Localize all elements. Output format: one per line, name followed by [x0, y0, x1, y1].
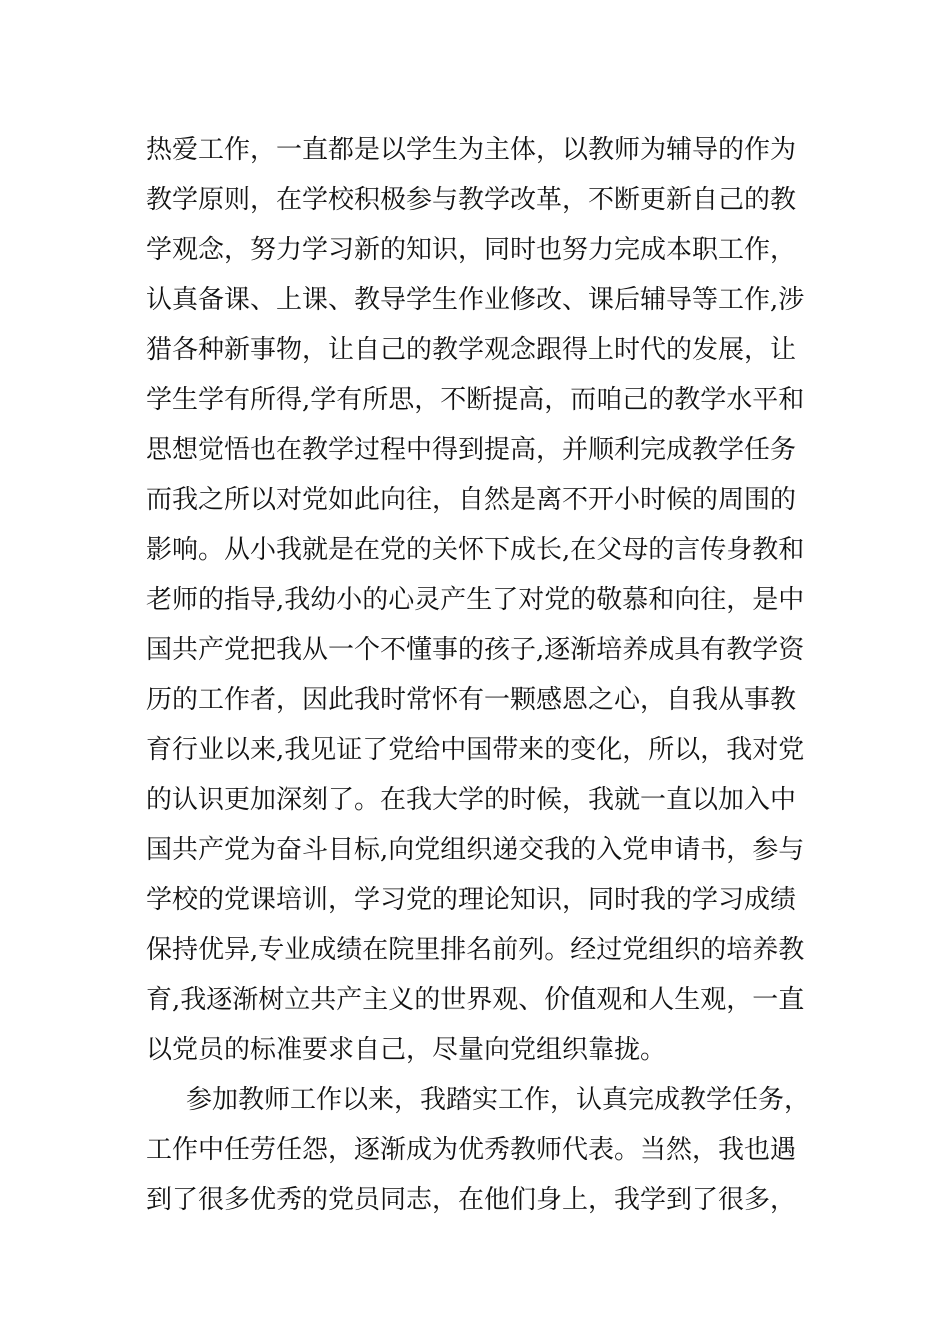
text-line: 育行业以来,我见证了党给中国带来的变化，所以，我对党: [146, 735, 805, 765]
text-line: 而我之所以对党如此向往，自然是离不开小时候的周围的: [146, 485, 797, 515]
text-line: 国共产党为奋斗目标,向党组织递交我的入党申请书，参与: [146, 835, 805, 865]
text-line: 学校的党课培训，学习党的理论知识，同时我的学习成绩: [146, 885, 797, 915]
text-line: 参加教师工作以来，我踏实工作，认真完成教学任务，: [186, 1085, 811, 1115]
text-line: 影响。从小我就是在党的关怀下成长,在父母的言传身教和: [146, 535, 805, 565]
text-line: 学生学有所得,学有所思，不断提高，而咱己的教学水平和: [146, 385, 805, 415]
text-line: 猎各种新事物，让自己的教学观念跟得上时代的发展，让: [146, 335, 797, 365]
text-line: 历的工作者，因此我时常怀有一颗感恩之心，自我从事教: [146, 685, 797, 715]
text-line: 国共产党把我从一个不懂事的孩子,逐渐培养成具有教学资: [146, 635, 805, 665]
text-line: 到了很多优秀的党员同志，在他们身上，我学到了很多，: [146, 1185, 797, 1215]
text-line: 教学原则，在学校积极参与教学改革，不断更新自己的教: [146, 185, 797, 215]
text-line: 热爱工作，一直都是以学生为主体，以教师为辅导的作为: [146, 135, 797, 165]
text-line: 育,我逐渐树立共产主义的世界观、价值观和人生观，一直: [146, 985, 805, 1015]
text-line: 老师的指导,我幼小的心灵产生了对党的敬慕和向往，是中: [146, 585, 805, 615]
text-line: 的认识更加深刻了。在我大学的时候，我就一直以加入中: [146, 785, 797, 815]
text-line: 以党员的标准要求自己，尽量向党组织靠拢。: [146, 1035, 667, 1065]
text-line: 工作中任劳任怨，逐渐成为优秀教师代表。当然，我也遇: [146, 1135, 797, 1165]
text-line: 认真备课、上课、教导学生作业修改、课后辅导等工作,涉: [146, 285, 805, 315]
text-line: 思想觉悟也在教学过程中得到提高，并顺利完成教学任务: [146, 435, 797, 465]
text-line: 保持优异,专业成绩在院里排名前列。经过党组织的培养教: [146, 935, 805, 965]
text-line: 学观念，努力学习新的知识，同时也努力完成本职工作，: [146, 235, 797, 265]
